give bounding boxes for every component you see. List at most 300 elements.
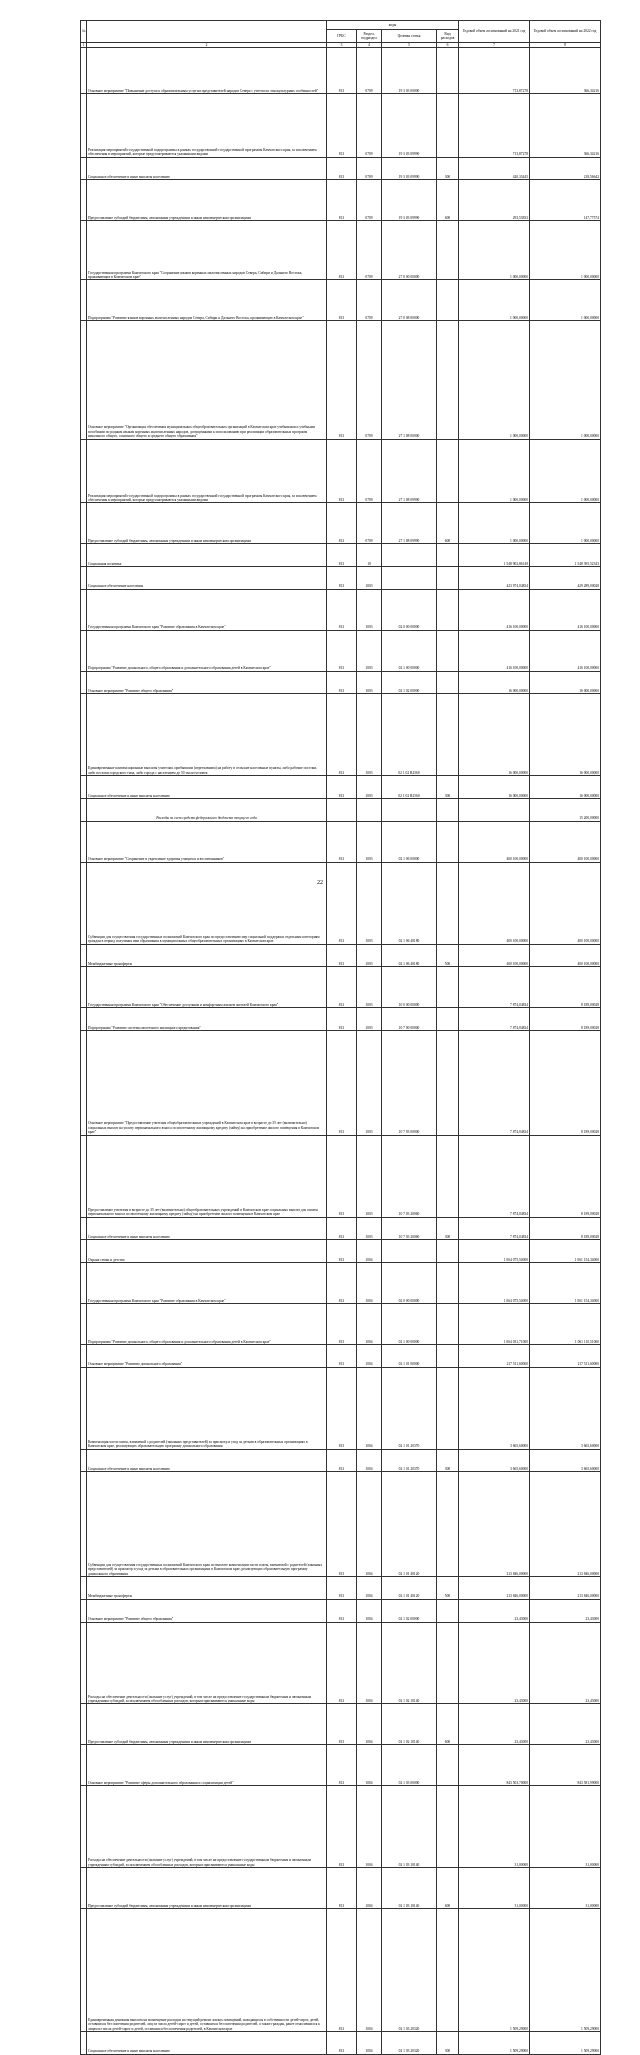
- row-cel: 02 1 03 20320: [382, 1909, 437, 2032]
- row-razdel: 1003: [357, 776, 382, 799]
- document-page: [80, 20, 600, 2055]
- table-row: [81, 589, 601, 630]
- row-razdel: 1003: [357, 567, 382, 590]
- row-cel: 02 1 03 00000: [382, 1745, 437, 1786]
- row-cel: 10 7 00 00000: [382, 1008, 437, 1031]
- row-name: Основное мероприятие "Сохранение и укрепление здоровья учащихся и воспитанников": [87, 821, 327, 862]
- row-name: Предоставление субсидий бюджетным, автономным учреждениям и иным некоммерческим организациям: [87, 1868, 327, 1909]
- row-name: Подпрограмма "Развитие дошкольного, общего образования и дополнительного образования детей в Камчатском крае": [87, 630, 327, 671]
- row-vid: [437, 862, 459, 944]
- row-razdel: 1004: [357, 1868, 382, 1909]
- row-razdel: 1003: [357, 944, 382, 967]
- row-razdel: 1003: [357, 671, 382, 694]
- row-amount-2021: 213 846,00000: [459, 1577, 530, 1600]
- table-row: [81, 2031, 601, 2054]
- row-amount-2021: 23,43000: [459, 1622, 530, 1704]
- row-grbs: 813: [327, 630, 357, 671]
- row-cel: 02 1 00 00000: [382, 1304, 437, 1345]
- row-vid: [437, 967, 459, 1008]
- row-vid: [437, 1031, 459, 1136]
- row-amount-2022: 31,00000: [530, 1868, 601, 1909]
- row-name: Компенсация части платы, взимаемой с родителей (законных представителей) за присмотр и уход за детьми в образовательных организациях в Камчатском крае, реализующих образовательную программу дошкольного образования: [87, 1367, 327, 1449]
- row-amount-2021: 1 000,00000: [459, 321, 530, 439]
- row-amount-2021: 1 000,00000: [459, 221, 530, 280]
- row-cel: 19 3 03 09990: [382, 180, 437, 221]
- row-grbs: 813: [327, 1622, 357, 1704]
- row-cel: 02 1 02 00000: [382, 671, 437, 694]
- row-name: Реализация мероприятий государственной подпрограммы в рамках государственной государственной программы Камчатского края, за исключением обеспечения в мероприятий, которые предусматриваются указанными видами: [87, 93, 327, 157]
- row-vid: [437, 1008, 459, 1031]
- row-amount-2022: 16 000,00000: [530, 694, 601, 776]
- row-amount-2022: 1 000,00000: [530, 439, 601, 503]
- row-amount-2022: 31,00000: [530, 1786, 601, 1868]
- row-vid: 600: [437, 503, 459, 544]
- row-razdel: 1003: [357, 694, 382, 776]
- row-amount-2022: 23,43000: [530, 1622, 601, 1704]
- row-amount-2022: 213 846,00000: [530, 1577, 601, 1600]
- row-amount-2022: 23,43000: [530, 1704, 601, 1745]
- row-amount-2022: 1 061 110,51000: [530, 1304, 601, 1345]
- row-amount-2022: 218,56642: [530, 157, 601, 180]
- table-row: [81, 1217, 601, 1240]
- row-vid: [437, 1786, 459, 1868]
- row-grbs: 813: [327, 1240, 357, 1263]
- row-razdel: 1004: [357, 1240, 382, 1263]
- row-razdel: 1004: [357, 1344, 382, 1367]
- table-row: [81, 671, 601, 694]
- row-cel: 02 1 02 00000: [382, 1599, 437, 1622]
- row-grbs: 813: [327, 694, 357, 776]
- table-row: [81, 1008, 601, 1031]
- row-razdel: 1004: [357, 1304, 382, 1345]
- row-razdel: 1004: [357, 2031, 382, 2054]
- row-name: Субвенции для осуществления государственных полномочий Камчатского края по предоставлению мер социальной поддержки отдельным категориям граждан в период получения ими образования в муниципальных общеобразовательных организациях в Камчатском крае: [87, 862, 327, 944]
- row-name: Государственная программа Камчатского края "Развитие образования в Камчатском крае": [87, 1263, 327, 1304]
- table-row: [81, 180, 601, 221]
- table-row: [81, 1577, 601, 1600]
- row-cel: 10 7 03 00000: [382, 1031, 437, 1136]
- row-amount-2022: 416 100,00000: [530, 589, 601, 630]
- row-amount-2021: 7 874,04834: [459, 1217, 530, 1240]
- row-amount-2022: 3 665,60000: [530, 1367, 601, 1449]
- row-cel: 02 1 03 20320: [382, 2031, 437, 2054]
- row-amount-2022: 15 200,00000: [530, 799, 601, 822]
- row-name: Расходы за счет средств федерального бюджета текущего года: [87, 799, 327, 822]
- row-cel: 02 1 06 40180: [382, 944, 437, 967]
- row-razdel: 0709: [357, 503, 382, 544]
- table-body: [81, 48, 601, 2054]
- row-vid: [437, 439, 459, 503]
- table-row: [81, 694, 601, 776]
- row-amount-2022: 1 509,29000: [530, 1909, 601, 2032]
- row-cel: 02 1 00 00000: [382, 630, 437, 671]
- table-row: [81, 1622, 601, 1704]
- row-amount-2021: 1 000,00000: [459, 280, 530, 321]
- table-row: [81, 1367, 601, 1449]
- row-cel: [382, 799, 437, 822]
- row-amount-2021: 3 665,60000: [459, 1449, 530, 1472]
- row-amount-2022: 366,34216: [530, 48, 601, 94]
- header-codes: коды: [327, 21, 459, 30]
- row-amount-2021: 713,87278: [459, 48, 530, 94]
- row-grbs: 813: [327, 544, 357, 567]
- row-grbs: 813: [327, 862, 357, 944]
- row-grbs: 813: [327, 439, 357, 503]
- row-vid: 600: [437, 180, 459, 221]
- row-amount-2022: 1 061 154,34000: [530, 1263, 601, 1304]
- row-amount-2021: [459, 799, 530, 822]
- row-name: Основное мероприятие "Предоставление учителям общеобразовательных учреждений в Камчатском крае в возрасте до 35 лет (включительно) социальных выплат на уплату первоначального взноса по ипотечному жилищному кредиту (займу) на приобретение жилого помещения в Камчатском крае": [87, 1031, 327, 1136]
- row-grbs: 813: [327, 1745, 357, 1786]
- row-grbs: 813: [327, 180, 357, 221]
- row-grbs: [327, 799, 357, 822]
- row-razdel: 1003: [357, 821, 382, 862]
- row-razdel: 1003: [357, 1135, 382, 1217]
- row-amount-2021: 7 874,04834: [459, 1031, 530, 1136]
- row-razdel: 0709: [357, 439, 382, 503]
- row-vid: [437, 630, 459, 671]
- row-grbs: 813: [327, 157, 357, 180]
- row-name: Предоставление субсидий бюджетным, автономным учреждениям и иным некоммерческим организациям: [87, 503, 327, 544]
- row-vid: [437, 1909, 459, 2032]
- row-cel: 10 0 00 00000: [382, 967, 437, 1008]
- row-name: Основное мероприятие "Развитие дошкольного образования": [87, 1344, 327, 1367]
- row-vid: [437, 1745, 459, 1786]
- row-razdel: 1003: [357, 1031, 382, 1136]
- row-amount-2022: 366,34216: [530, 93, 601, 157]
- row-cel: 27 0 08 00000: [382, 280, 437, 321]
- row-grbs: 813: [327, 567, 357, 590]
- row-vid: [437, 1367, 459, 1449]
- row-amount-2021: 420,33445: [459, 157, 530, 180]
- row-amount-2021: 400 100,00000: [459, 944, 530, 967]
- row-amount-2021: 423 974,04834: [459, 567, 530, 590]
- row-vid: [437, 1135, 459, 1217]
- table-row: [81, 1344, 601, 1367]
- table-row: [81, 821, 601, 862]
- table-row: [81, 1786, 601, 1868]
- row-vid: [437, 567, 459, 590]
- row-name: Социальное обеспечение и иные выплаты населению: [87, 1217, 327, 1240]
- header-index: 8: [530, 43, 601, 48]
- row-vid: 500: [437, 1577, 459, 1600]
- row-vid: 300: [437, 1217, 459, 1240]
- row-cel: 02 1 02 10140: [382, 1622, 437, 1704]
- row-amount-2021: 7 874,04834: [459, 1008, 530, 1031]
- row-razdel: 1004: [357, 1786, 382, 1868]
- row-razdel: 10: [357, 544, 382, 567]
- row-name: Расходы на обеспечение деятельности (оказание услуг) учреждений, в том числе на предоставление государственным бюджетным и автономным учреждениям субсидий, за исключением обособленных расходов, которым присваиваются уникальные коды: [87, 1786, 327, 1868]
- row-razdel: 0709: [357, 93, 382, 157]
- row-amount-2021: 1 064 031,71000: [459, 1304, 530, 1345]
- row-amount-2021: 3 665,60000: [459, 1367, 530, 1449]
- row-grbs: 813: [327, 944, 357, 967]
- row-amount-2021: 7 874,04834: [459, 1135, 530, 1217]
- row-vid: 300: [437, 2031, 459, 2054]
- row-razdel: 1004: [357, 1599, 382, 1622]
- row-vid: [437, 694, 459, 776]
- row-amount-2022: 1 000,00000: [530, 221, 601, 280]
- row-cel: 02 0 00 00000: [382, 1263, 437, 1304]
- row-razdel: 0709: [357, 180, 382, 221]
- row-razdel: 1004: [357, 1449, 382, 1472]
- row-name: Основное мероприятие "Организация обеспечения муниципальных общеобразовательных организаций в Камчатском крае учебниками и учебными пособиями по родным языкам коренных малочисленных народов, допущенными к использованию при реализации образовательных программ начального общего, основного общего и среднего общего образования": [87, 321, 327, 439]
- row-grbs: 813: [327, 776, 357, 799]
- header-num: №: [81, 21, 87, 43]
- row-name: Социальное обеспечение и иные выплаты населению: [87, 1449, 327, 1472]
- row-vid: [437, 280, 459, 321]
- table-row: [81, 1449, 601, 1472]
- table-row: [81, 503, 601, 544]
- row-cel: 10 7 03 20060: [382, 1135, 437, 1217]
- row-name: Социальное обеспечение и иные выплаты населению: [87, 2031, 327, 2054]
- row-amount-2021: 16 000,00000: [459, 776, 530, 799]
- row-grbs: 813: [327, 1704, 357, 1745]
- row-razdel: 0709: [357, 48, 382, 94]
- table-row: [81, 48, 601, 94]
- row-razdel: 0709: [357, 280, 382, 321]
- row-amount-2022: 8 189,00028: [530, 1217, 601, 1240]
- table-row: [81, 1135, 601, 1217]
- row-name: Социальное обеспечение населения: [87, 567, 327, 590]
- header-index: 5: [382, 43, 437, 48]
- row-cel: 02 1 02 10140: [382, 1704, 437, 1745]
- row-amount-2021: 713,87278: [459, 93, 530, 157]
- row-razdel: 1004: [357, 1263, 382, 1304]
- table-row: [81, 944, 601, 967]
- row-amount-2022: 3 665,60000: [530, 1449, 601, 1472]
- row-vid: [437, 1472, 459, 1577]
- row-name: Социальное обеспечение и иные выплаты населению: [87, 776, 327, 799]
- row-vid: [437, 589, 459, 630]
- table-row: [81, 1031, 601, 1136]
- row-amount-2021: 1 064 075,54000: [459, 1240, 530, 1263]
- row-grbs: 813: [327, 48, 357, 94]
- table-row: [81, 544, 601, 567]
- row-vid: [437, 1304, 459, 1345]
- row-amount-2021: 1 000,00000: [459, 439, 530, 503]
- row-vid: 300: [437, 1449, 459, 1472]
- page-number: 22: [317, 880, 323, 886]
- row-vid: [437, 671, 459, 694]
- row-vid: [437, 48, 459, 94]
- row-name: Социальное обеспечение и иные выплаты населению: [87, 157, 327, 180]
- row-cel: 19 3 03 09990: [382, 157, 437, 180]
- row-grbs: 813: [327, 671, 357, 694]
- row-amount-2021: 16 000,00000: [459, 671, 530, 694]
- row-name: Социальная политика: [87, 544, 327, 567]
- table-row: [81, 776, 601, 799]
- row-razdel: 1003: [357, 1008, 382, 1031]
- row-name: Государственная программа Камчатского края "Развитие образования в Камчатском крае": [87, 589, 327, 630]
- row-amount-2022: 400 100,00000: [530, 821, 601, 862]
- table-row: [81, 567, 601, 590]
- row-amount-2021: 400 100,00000: [459, 862, 530, 944]
- row-razdel: 1004: [357, 1704, 382, 1745]
- row-amount-2021: 217 511,60000: [459, 1344, 530, 1367]
- row-vid: [437, 221, 459, 280]
- row-amount-2022: 429 289,00028: [530, 567, 601, 590]
- row-amount-2021: 1 509,29000: [459, 1909, 530, 2032]
- row-cel: [382, 567, 437, 590]
- row-amount-2021: 31,00000: [459, 1786, 530, 1868]
- table-row: [81, 1704, 601, 1745]
- header-index: 3: [327, 43, 357, 48]
- row-grbs: 813: [327, 1599, 357, 1622]
- row-cel: 27 1 08 09990: [382, 439, 437, 503]
- row-razdel: 1003: [357, 589, 382, 630]
- row-name: Подпрограмма "Развитие языков коренных малочисленных народов Севера, Сибири и Дальнего Востока, проживающих в Камчатском крае": [87, 280, 327, 321]
- row-name: Основное мероприятие "Развитие общего образования": [87, 671, 327, 694]
- row-name: Предоставление учителям в возрасте до 35 лет (включительно) общеобразовательных учреждений в Камчатском крае социальных выплат для оплаты первоначального взноса по ипотечному жилищному кредиту (займу) на приобретение жилого помещения в Камчатском крае: [87, 1135, 327, 1217]
- row-grbs: 813: [327, 1472, 357, 1577]
- table-row: [81, 1263, 601, 1304]
- row-amount-2022: 1 000,00000: [530, 280, 601, 321]
- table-row: [81, 967, 601, 1008]
- row-name: Основное мероприятие "Развитие сферы дополнительного образования и социализации детей": [87, 1745, 327, 1786]
- row-amount-2022: 23,43000: [530, 1599, 601, 1622]
- header-grbs: ГРБС: [327, 30, 357, 43]
- row-razdel: 1004: [357, 1577, 382, 1600]
- row-vid: [437, 1263, 459, 1304]
- row-grbs: 813: [327, 221, 357, 280]
- table-row: [81, 1240, 601, 1263]
- row-grbs: 813: [327, 821, 357, 862]
- row-vid: [437, 821, 459, 862]
- row-grbs: 813: [327, 1367, 357, 1449]
- table-row: [81, 1304, 601, 1345]
- row-grbs: 813: [327, 967, 357, 1008]
- row-razdel: 1004: [357, 1745, 382, 1786]
- row-vid: 600: [437, 1704, 459, 1745]
- row-grbs: 813: [327, 93, 357, 157]
- row-cel: 02 1 01 40120: [382, 1577, 437, 1600]
- row-name: Предоставление субсидий бюджетным, автономным учреждениям и иным некоммерческим организациям: [87, 180, 327, 221]
- row-cel: 02 1 01 00000: [382, 1344, 437, 1367]
- header-index: 2: [87, 43, 327, 48]
- row-cel: 02 1 01 40120: [382, 1472, 437, 1577]
- row-amount-2022: 1 061 154,34000: [530, 1240, 601, 1263]
- row-razdel: 1003: [357, 967, 382, 1008]
- row-grbs: 813: [327, 1263, 357, 1304]
- row-cel: 02 1 02 R2560: [382, 776, 437, 799]
- row-amount-2021: 293,53833: [459, 180, 530, 221]
- row-name: Охрана семьи и детства: [87, 1240, 327, 1263]
- row-name: Единовременные компенсационные выплаты учителям, прибывшим (переехавшим) на работу в сельские населенные пункты, либо рабочие поселки, либо поселки городского типа, либо города с населением до 50 тысяч человек: [87, 694, 327, 776]
- row-grbs: 813: [327, 280, 357, 321]
- header-index: 7: [459, 43, 530, 48]
- row-name: Подпрограмма "Развитие системы ипотечного жилищного кредитования": [87, 1008, 327, 1031]
- row-amount-2022: 843 581,99000: [530, 1745, 601, 1786]
- row-grbs: 813: [327, 1868, 357, 1909]
- row-grbs: 813: [327, 1008, 357, 1031]
- header-index: 4: [357, 43, 382, 48]
- row-cel: 02 1 06 00000: [382, 821, 437, 862]
- row-razdel: 1004: [357, 1622, 382, 1704]
- row-name: Единовременная денежная выплата на возмещение расходов на текущий ремонт жилых помещений, находящихся в собственности детей-сирот, детей, оставшихся без попечения родителей, лиц из числа детей-сирот и детей, оставшихся без попечения родителей, а также граждан, ранее относившихся к лицам из числа детей-сирот и детей, оставшихся без попечения родителей, в Камчатском крае: [87, 1909, 327, 2032]
- row-amount-2022: 1 000,00000: [530, 321, 601, 439]
- row-vid: [437, 93, 459, 157]
- row-vid: 300: [437, 776, 459, 799]
- row-grbs: 813: [327, 2031, 357, 2054]
- header-year-2021: Годовой объем ассигнований на 2021 год: [459, 21, 530, 43]
- row-amount-2022: 147,77574: [530, 180, 601, 221]
- row-amount-2021: 843 503,70000: [459, 1745, 530, 1786]
- row-amount-2022: 8 189,00028: [530, 1008, 601, 1031]
- row-razdel: 1003: [357, 1217, 382, 1240]
- row-cel: 10 7 03 20060: [382, 1217, 437, 1240]
- row-amount-2021: 1 509,29000: [459, 2031, 530, 2054]
- row-amount-2021: 400 100,00000: [459, 821, 530, 862]
- row-name: Расходы на обеспечение деятельности (оказание услуг) учреждений, в том числе на предоставление государственным бюджетным и автономным учреждениям субсидий, за исключением обособленных расходов, которым присваиваются уникальные коды: [87, 1622, 327, 1704]
- row-amount-2021: 213 846,00000: [459, 1472, 530, 1577]
- header-name: [87, 21, 327, 43]
- row-grbs: 813: [327, 589, 357, 630]
- row-name: Реализация мероприятий государственной подпрограммы в рамках государственной государственной программы Камчатского края, за исключением обеспечения в мероприятий, которые предусматриваются указанными видами: [87, 439, 327, 503]
- row-grbs: 813: [327, 1786, 357, 1868]
- row-grbs: 813: [327, 1344, 357, 1367]
- row-amount-2022: 1 509,29000: [530, 2031, 601, 2054]
- table-row: [81, 157, 601, 180]
- table-row: [81, 1745, 601, 1786]
- row-amount-2022: 400 100,00000: [530, 862, 601, 944]
- row-amount-2021: 1 064 075,54000: [459, 1263, 530, 1304]
- row-razdel: [357, 799, 382, 822]
- row-grbs: 813: [327, 1449, 357, 1472]
- row-amount-2021: 16 000,00000: [459, 694, 530, 776]
- table-row: [81, 321, 601, 439]
- row-razdel: 1004: [357, 1367, 382, 1449]
- row-vid: [437, 544, 459, 567]
- row-amount-2022: 400 100,00000: [530, 944, 601, 967]
- table-row: [81, 93, 601, 157]
- row-cel: 02 0 00 00000: [382, 589, 437, 630]
- row-grbs: 813: [327, 1031, 357, 1136]
- row-cel: 02 1 03 10140: [382, 1786, 437, 1868]
- row-amount-2021: 1 548 902,86149: [459, 544, 530, 567]
- row-amount-2022: 16 000,00000: [530, 671, 601, 694]
- row-razdel: 1003: [357, 630, 382, 671]
- header-index: 6: [437, 43, 459, 48]
- row-name: Государственная программа Камчатского края "Обеспечение доступным и комфортным жильем жителей Камчатского края": [87, 967, 327, 1008]
- row-cel: 27 0 00 00000: [382, 221, 437, 280]
- row-razdel: 0709: [357, 157, 382, 180]
- row-amount-2021: 23,43000: [459, 1704, 530, 1745]
- row-vid: [437, 1240, 459, 1263]
- row-razdel: 0709: [357, 221, 382, 280]
- row-grbs: 813: [327, 1304, 357, 1345]
- header-razdel: Раздел, подраздел: [357, 30, 382, 43]
- table-row: [81, 439, 601, 503]
- row-vid: 300: [437, 157, 459, 180]
- row-grbs: 813: [327, 1909, 357, 2032]
- row-razdel: 1003: [357, 862, 382, 944]
- row-grbs: 813: [327, 1577, 357, 1600]
- row-amount-2022: 8 189,00028: [530, 967, 601, 1008]
- row-cel: 19 3 03 09990: [382, 93, 437, 157]
- budget-table: [80, 20, 601, 2055]
- row-vid: [437, 1599, 459, 1622]
- row-vid: [437, 1622, 459, 1704]
- row-cel: 02 1 01 20370: [382, 1449, 437, 1472]
- row-amount-2021: 416 100,00000: [459, 589, 530, 630]
- row-vid: [437, 1344, 459, 1367]
- table-row: [81, 1472, 601, 1577]
- row-cel: [382, 1240, 437, 1263]
- table-row: [81, 280, 601, 321]
- row-name: Государственная программа Камчатского края "Сохранение языков коренных малочисленных народов Севера, Сибири и Дальнего Востока, проживающих в Камчатском крае": [87, 221, 327, 280]
- row-amount-2022: 217 511,60000: [530, 1344, 601, 1367]
